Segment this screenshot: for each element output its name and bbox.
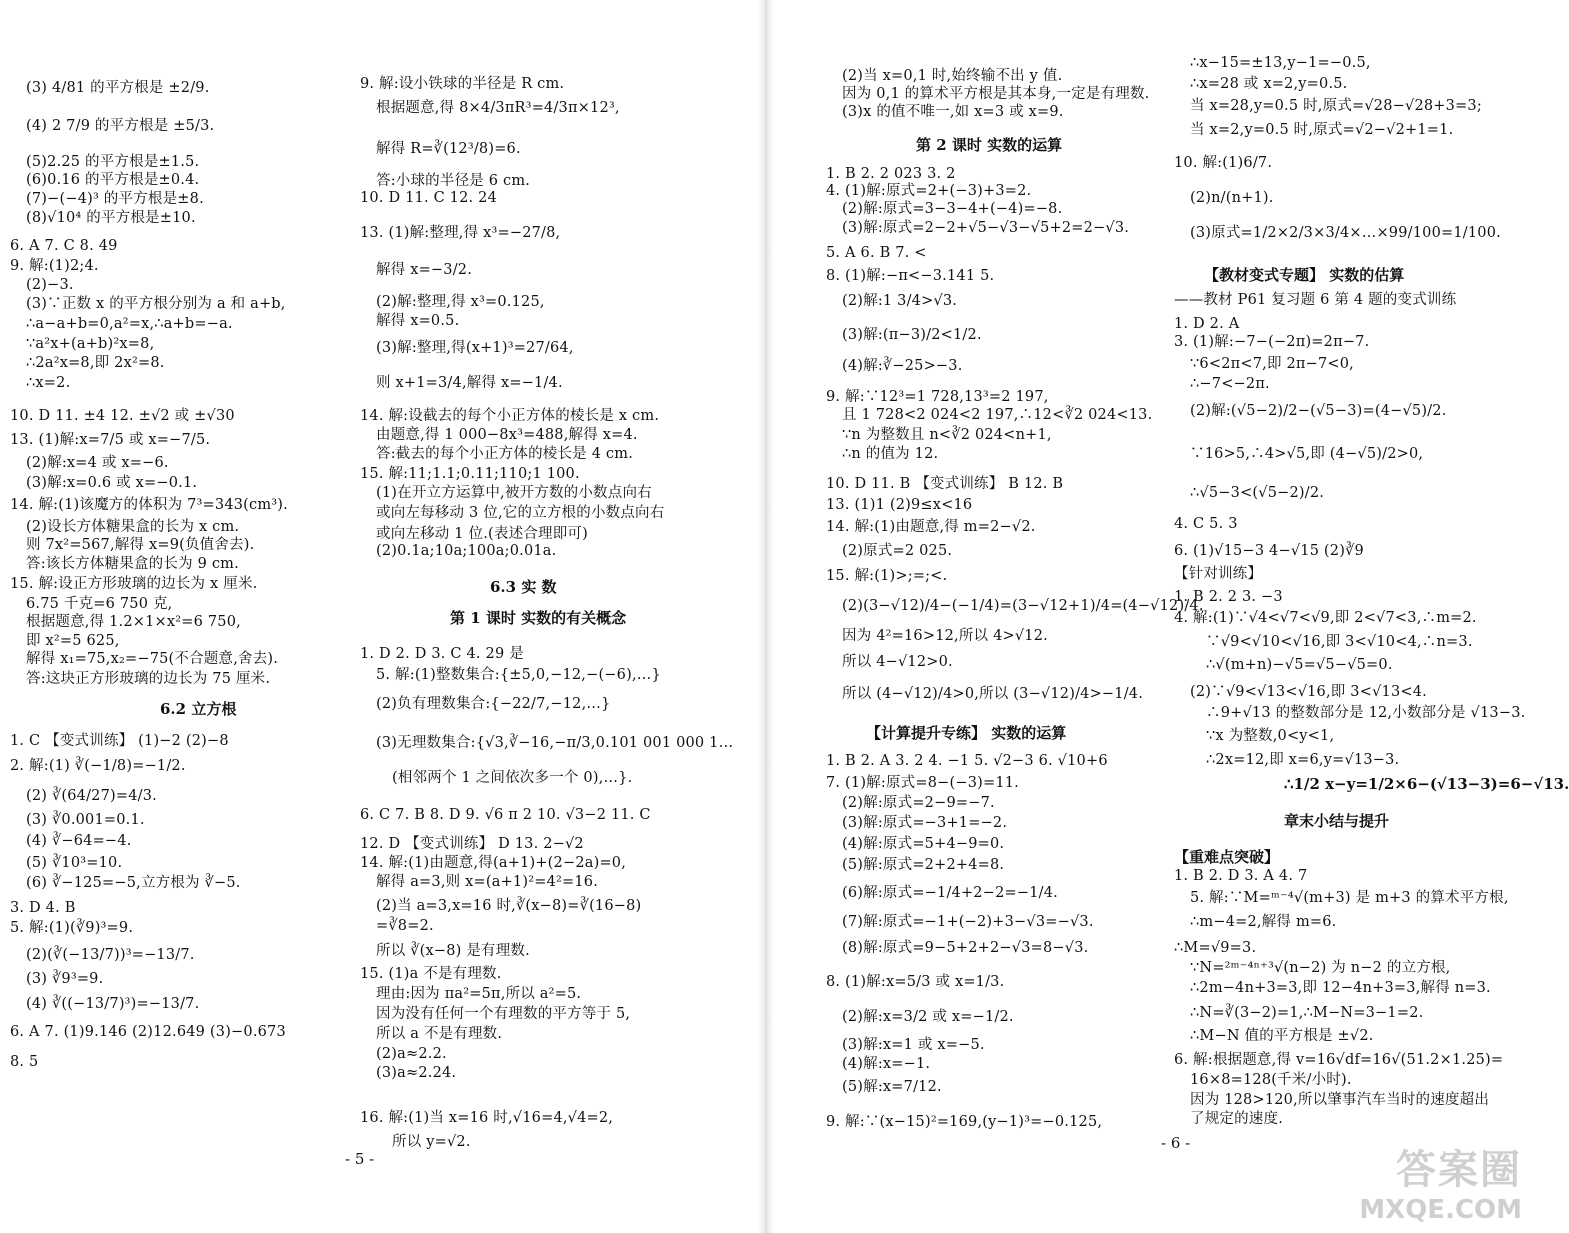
answer-line: ∴N=∛(3−2)=1,∴M−N=3−1=2.: [1190, 1005, 1424, 1021]
answer-line: 答:截去的每个小正方体的棱长是 4 cm.: [376, 446, 634, 462]
answer-line: 1. B 2. D 3. A 4. 7: [1174, 868, 1308, 884]
answer-line: 所以 a 不是有理数.: [376, 1026, 503, 1042]
answer-line: 因为 0,1 的算术平方根是其本身,一定是有理数.: [842, 86, 1150, 102]
answer-line: (5)解:x=7/12.: [842, 1079, 942, 1095]
answer-line: (2)解:原式=3−3−4+(−4)=−8.: [842, 201, 1063, 217]
answer-line: 解得 x=−3/2.: [376, 262, 473, 278]
answer-line: (2)(3−√12)/4−(−1/4)=(3−√12+1)/4=(4−√12)/4.: [842, 598, 1204, 614]
answer-line: (2)n/(n+1).: [1190, 190, 1274, 206]
answer-line: 4. (1)解:原式=2+(−3)+3=2.: [826, 183, 1032, 199]
answer-line: ∴√5−3<(√5−2)/2.: [1190, 485, 1325, 501]
answer-line: (3)解:x=0.6 或 x=−0.1.: [26, 475, 198, 491]
answer-line: 6. A 7. (1)9.146 (2)12.649 (3)−0.673: [10, 1024, 286, 1040]
answer-line: ∴a−a+b=0,a²=x,∴a+b=−a.: [26, 316, 233, 332]
answer-line: ∴2a²x=8,即 2x²=8.: [26, 355, 165, 371]
answer-line: ∵16>5,∴4>√5,即 (4−√5)/2>0,: [1190, 446, 1424, 462]
answer-line: (3) ∛0.001=0.1.: [26, 812, 145, 828]
section-heading: 章末小结与提升: [1284, 812, 1390, 830]
answer-line: 或向左每移动 3 位,它的立方根的小数点向右: [376, 505, 665, 521]
answer-line: (2)解:整理,得 x³=0.125,: [376, 294, 545, 310]
answer-line: 5. A 6. B 7. <: [826, 245, 927, 261]
section-heading: 6.3 实 数: [490, 578, 557, 596]
answer-line: =∛8=2.: [376, 918, 434, 934]
answer-line: (4)解:原式=5+4−9=0.: [842, 836, 1005, 852]
page-left: [0, 0, 760, 1233]
answer-line: 13. (1)1 (2)9≤x<16: [826, 497, 973, 513]
section-heading: 第 1 课时 实数的有关概念: [450, 609, 627, 627]
answer-line: ∵6<2π<7,即 2π−7<0,: [1190, 356, 1354, 372]
answer-line: ∴x=2.: [26, 375, 71, 391]
answer-line: ∴9+√13 的整数部分是 12,小数部分是 √13−3.: [1206, 705, 1526, 721]
answer-line: 13. (1)解:整理,得 x³=−27/8,: [360, 225, 561, 241]
answer-line: (2)当 x=0,1 时,始终输不出 y 值.: [842, 68, 1063, 84]
watermark-line1: 答案圈: [1396, 1147, 1522, 1193]
answer-line: (3)解:原式=2−2+√5−√3−√5+2=2−√3.: [842, 220, 1130, 236]
answer-line: 则 7x²=567,解得 x=9(负值舍去).: [26, 537, 255, 553]
answer-line: (6) ∛−125=−5,立方根为 ∛−5.: [26, 875, 241, 891]
answer-line: (1)在开立方运算中,被开方数的小数点向右: [376, 485, 652, 501]
answer-line: 1. D 2. A: [1174, 316, 1240, 332]
answer-line: (2)解:x=3/2 或 x=−1/2.: [842, 1009, 1014, 1025]
answer-line: 5. 解:(1)整数集合:{±5,0,−12,−(−6),…}: [376, 667, 661, 683]
answer-line: 答:这块正方形玻璃的边长为 75 厘米.: [26, 671, 271, 687]
answer-line: 根据题意,得 8×4/3πR³=4/3π×12³,: [376, 100, 620, 116]
answer-line: 1. D 2. D 3. C 4. 29 是: [360, 646, 524, 662]
answer-line: 16×8=128(千米/小时).: [1190, 1072, 1352, 1088]
answer-line: ∴M=√9=3.: [1174, 940, 1257, 956]
answer-line: 10. D 11. C 12. 24: [360, 190, 497, 206]
answer-line: 当 x=2,y=0.5 时,原式=√2−√2+1=1.: [1190, 122, 1454, 138]
answer-line: ∴x=28 或 x=2,y=0.5.: [1190, 76, 1348, 92]
answer-line: (2)−3.: [26, 277, 74, 293]
answer-line: (2) ∛(64/27)=4/3.: [26, 788, 157, 804]
answer-line: 则 x+1=3/4,解得 x=−1/4.: [376, 375, 563, 391]
answer-line: 由题意,得 1 000−8x³=488,解得 x=4.: [376, 427, 638, 443]
answer-line: (2)负有理数集合:{−22/7,−12,…}: [376, 696, 611, 712]
answer-line: (3)原式=1/2×2/3×3/4×…×99/100=1/100.: [1190, 225, 1501, 241]
answer-line: 所以 4−√12>0.: [842, 654, 953, 670]
answer-line: 9. 解:设小铁球的半径是 R cm.: [360, 76, 565, 92]
answer-line: (相邻两个 1 之间依次多一个 0),…}.: [392, 770, 633, 786]
answer-line: 3. D 4. B: [10, 900, 76, 916]
answer-line: 1. B 2. A 3. 2 4. −1 5. √2−3 6. √10+6: [826, 753, 1108, 769]
answer-line: 且 1 728<2 024<2 197,∴12<∛2 024<13.: [842, 407, 1153, 423]
answer-line: 15. 解:设正方形玻璃的边长为 x 厘米.: [10, 576, 258, 592]
answer-line: ——教材 P61 复习题 6 第 4 题的变式训练: [1174, 292, 1457, 308]
answer-line: 1. C 【变式训练】 (1)−2 (2)−8: [10, 733, 229, 749]
answer-line: 3. (1)解:−7−(−2π)=2π−7.: [1174, 334, 1370, 350]
answer-line: 【针对训练】: [1174, 566, 1263, 582]
answer-line: (2)解:(√5−2)/2−(√5−3)=(4−√5)/2.: [1190, 403, 1447, 419]
page-number-left: - 5 -: [345, 1150, 375, 1168]
answer-line: 16. 解:(1)当 x=16 时,√16=4,√4=2,: [360, 1110, 614, 1126]
answer-line: 答:该长方体糖果盒的长为 9 cm.: [26, 556, 239, 572]
answer-line: ∵n 为整数且 n<∛2 024<n+1,: [842, 427, 1052, 443]
answer-line: ∴M−N 值的平方根是 ±√2.: [1190, 1028, 1374, 1044]
answer-line: ∴√(m+n)−√5=√5−√5=0.: [1206, 657, 1393, 673]
answer-line: 2. 解:(1) ∛(−1/8)=−1/2.: [10, 758, 186, 774]
answer-line: (3)解:整理,得(x+1)³=27/64,: [376, 340, 574, 356]
answer-line: (5)2.25 的平方根是±1.5.: [26, 154, 200, 170]
section-heading: 【计算提升专练】 实数的运算: [866, 724, 1067, 742]
answer-line: 5. 解:∵M=ᵐ⁻⁴√(m+3) 是 m+3 的算术平方根,: [1190, 890, 1509, 906]
answer-line: (4)解:x=−1.: [842, 1056, 931, 1072]
answer-line: 6. A 7. C 8. 49: [10, 238, 118, 254]
answer-line: 13. (1)解:x=7/5 或 x=−7/5.: [10, 432, 211, 448]
answer-line: ∵x 为整数,0<y<1,: [1206, 728, 1335, 744]
answer-line: (3)x 的值不唯一,如 x=3 或 x=9.: [842, 104, 1064, 120]
watermark-logo: [1359, 1138, 1522, 1225]
answer-line: 答:小球的半径是 6 cm.: [376, 173, 531, 189]
answer-line: (4) ∛−64=−4.: [26, 833, 132, 849]
answer-line: (6)0.16 的平方根是±0.4.: [26, 172, 200, 188]
section-heading: 第 2 课时 实数的运算: [916, 136, 1063, 154]
answer-line: ∴2m−4n+3=3,即 12−4n+3=3,解得 n=3.: [1190, 980, 1491, 996]
answer-line: ∵a²x+(a+b)²x=8,: [26, 336, 155, 352]
answer-line: (8)√10⁴ 的平方根是±10.: [26, 210, 196, 226]
answer-line: (2)解:原式=2−9=−7.: [842, 795, 995, 811]
answer-line: (4)解:∛−25>−3.: [842, 358, 963, 374]
answer-line: 1. B 2. 2 023 3. 2: [826, 166, 956, 182]
answer-line: (2)解:1 3/4>√3.: [842, 293, 958, 309]
section-heading: 【教材变式专题】 实数的估算: [1204, 266, 1405, 284]
answer-line: (7)−(−4)³ 的平方根是±8.: [26, 191, 204, 207]
answer-line: 9. 解:(1)2;4.: [10, 258, 99, 274]
answer-line: (3)解:x=1 或 x=−5.: [842, 1037, 985, 1053]
book-gutter: [758, 0, 774, 1233]
answer-line: 15. 解:(1)>;=;<.: [826, 568, 948, 584]
answer-line: 所以 ∛(x−8) 是有理数.: [376, 943, 530, 959]
page-number-right: - 6 -: [1161, 1134, 1191, 1152]
answer-line: ∴m−4=2,解得 m=6.: [1190, 914, 1337, 930]
answer-line: 根据题意,得 1.2×1×x²=6 750,: [26, 614, 241, 630]
answer-line: (2)a≈2.2.: [376, 1046, 447, 1062]
answer-line: 了规定的速度.: [1190, 1111, 1284, 1127]
answer-line: 即 x²=5 625,: [26, 633, 120, 649]
answer-line: 6. C 7. B 8. D 9. √6 π 2 10. √3−2 11. C: [360, 807, 651, 823]
answer-line: 10. D 11. B 【变式训练】 B 12. B: [826, 476, 1064, 492]
answer-line: 8. (1)解:−π<−3.141 5.: [826, 268, 995, 284]
answer-line: (2)0.1a;10a;100a;0.01a.: [376, 543, 557, 559]
answer-line: 4. 解:(1)∵√4<√7<√9,即 2<√7<3,∴m=2.: [1174, 610, 1477, 626]
section-heading: 6.2 立方根: [160, 700, 237, 718]
answer-line: 6.75 千克=6 750 克,: [26, 596, 173, 612]
answer-line: 10. 解:(1)6/7.: [1174, 155, 1273, 171]
answer-line: ∵√9<√10<√16,即 3<√10<4,∴n=3.: [1206, 634, 1473, 650]
answer-line: 解得 x₁=75,x₂=−75(不合题意,舍去).: [26, 651, 279, 667]
answer-line: (3)解:原式=−3+1=−2.: [842, 815, 1008, 831]
answer-line: 解得 R=∛(12³/8)=6.: [376, 141, 521, 157]
page-right: [776, 0, 1569, 1233]
answer-line: 所以 y=√2.: [392, 1134, 471, 1150]
answer-line: 5. 解:(1)(∛9)³=9.: [10, 920, 134, 936]
answer-line: ∴2x=12,即 x=6,y=√13−3.: [1206, 752, 1400, 768]
answer-line: (4) ∛((−13/7)³)=−13/7.: [26, 996, 200, 1012]
answer-line: 因为 128>120,所以肇事汽车当时的速度超出: [1190, 1092, 1490, 1108]
answer-line: 14. 解:设截去的每个小正方体的棱长是 x cm.: [360, 408, 660, 424]
answer-line: (6)解:原式=−1/4+2−2=−1/4.: [842, 885, 1058, 901]
answer-line: (5) ∛10³=10.: [26, 855, 123, 871]
answer-line: (3)a≈2.24.: [376, 1065, 457, 1081]
answer-line: 因为 4²=16>12,所以 4>√12.: [842, 628, 1048, 644]
answer-line: (2)解:x=4 或 x=−6.: [26, 455, 169, 471]
answer-line: (2)设长方体糖果盒的长为 x cm.: [26, 519, 240, 535]
answer-line: 所以 (4−√12)/4>0,所以 (3−√12)/4>−1/4.: [842, 686, 1144, 702]
answer-line: 4. C 5. 3: [1174, 516, 1238, 532]
answer-line: 15. (1)a 不是有理数.: [360, 966, 502, 982]
answer-line: 14. 解:(1)该魔方的体积为 7³=343(cm³).: [10, 497, 288, 513]
answer-line: (3)∵正数 x 的平方根分别为 a 和 a+b,: [26, 296, 286, 312]
answer-line: 解得 a=3,则 x=(a+1)²=4²=16.: [376, 874, 599, 890]
answer-line: 解得 x=0.5.: [376, 313, 460, 329]
answer-line: 6. 解:根据题意,得 v=16√df=16√(51.2×1.25)=: [1174, 1052, 1504, 1068]
answer-line: (2)(∛(−13/7))³=−13/7.: [26, 947, 195, 963]
answer-line: 10. D 11. ±4 12. ±√2 或 ±√30: [10, 408, 235, 424]
answer-line: (2)原式=2 025.: [842, 543, 953, 559]
answer-line: (7)解:原式=−1+(−2)+3−√3=−√3.: [842, 914, 1094, 930]
answer-line: (3)无理数集合:{√3,∛−16,−π/3,0.101 001 000 1…: [376, 735, 734, 751]
answer-line: ∴−7<−2π.: [1190, 376, 1270, 392]
watermark-line2: MXQE.COM: [1359, 1195, 1522, 1225]
answer-line: 6. (1)√15−3 4−√15 (2)∛9: [1174, 543, 1364, 559]
answer-line: ∴x−15=±13,y−1=−0.5,: [1190, 55, 1371, 71]
answer-line: 8. 5: [10, 1054, 39, 1070]
answer-line: 因为没有任何一个有理数的平方等于 5,: [376, 1006, 631, 1022]
answer-line: 或向左移动 1 位.(表述合理即可): [376, 526, 588, 542]
section-heading: ∴1/2 x−y=1/2×6−(√13−3)=6−√13.: [1284, 775, 1569, 793]
answer-line: (4) 2 7/9 的平方根是 ±5/3.: [26, 118, 215, 134]
answer-line: 理由:因为 πa²=5π,所以 a²=5.: [376, 986, 582, 1002]
answer-line: 9. 解:∵12³=1 728,13³=2 197,: [826, 389, 1049, 405]
answer-line: 9. 解:∵(x−15)²=169,(y−1)³=−0.125,: [826, 1114, 1103, 1130]
answer-line: (3) 4/81 的平方根是 ±2/9.: [26, 80, 210, 96]
answer-line: (2)当 a=3,x=16 时,∛(x−8)=∛(16−8): [376, 898, 642, 914]
answer-line: 15. 解:11;1.1;0.11;110;1 100.: [360, 466, 580, 482]
answer-line: ∴n 的值为 12.: [842, 446, 939, 462]
answer-line: 8. (1)解:x=5/3 或 x=1/3.: [826, 974, 1005, 990]
answer-line: (3) ∛9³=9.: [26, 971, 104, 987]
answer-line: 当 x=28,y=0.5 时,原式=√28−√28+3=3;: [1190, 98, 1482, 114]
answer-line: (3)解:(π−3)/2<1/2.: [842, 327, 982, 343]
answer-line: 14. 解:(1)由题意,得 m=2−√2.: [826, 519, 1036, 535]
answer-line: (8)解:原式=9−5+2+2−√3=8−√3.: [842, 940, 1089, 956]
answer-line: 12. D 【变式训练】 D 13. 2−√2: [360, 836, 584, 852]
answer-line: ∵N=²ᵐ⁻⁴ⁿ⁺³√(n−2) 为 n−2 的立方根,: [1190, 960, 1451, 976]
answer-line: 14. 解:(1)由题意,得(a+1)+(2−2a)=0,: [360, 855, 627, 871]
answer-line: 1. B 2. 2 3. −3: [1174, 589, 1283, 605]
answer-line: 7. (1)解:原式=8−(−3)=11.: [826, 775, 1019, 791]
answer-line: (2)∵√9<√13<√16,即 3<√13<4.: [1190, 684, 1427, 700]
answer-line: (5)解:原式=2+2+4=8.: [842, 857, 1005, 873]
section-heading: 【重难点突破】: [1174, 848, 1280, 866]
